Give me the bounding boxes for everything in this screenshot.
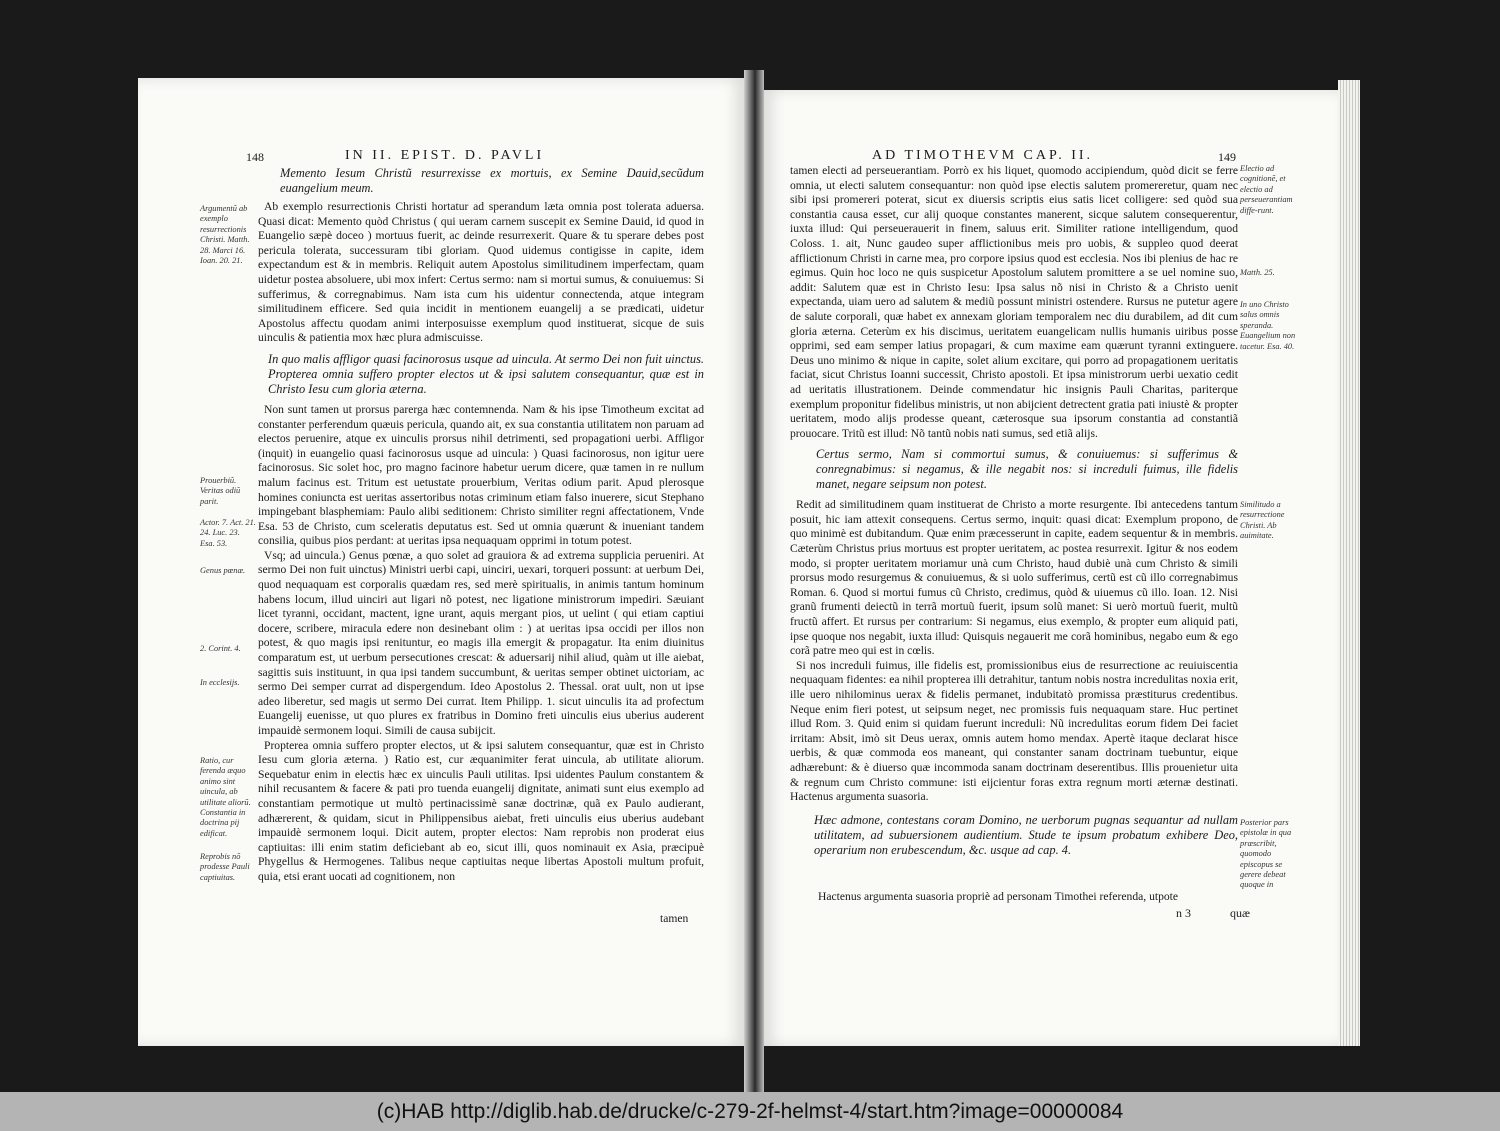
right-margin-note-1: Electio ad cognitionẽ, et electio ad perseuerantiam diffe-runt. [1240, 164, 1293, 215]
right-paragraph-3: Si nos increduli fuimus, ille fidelis est, promissionibus eius de resurrectione ac reuiuiscentia nequaquam fidentes: ea nihil propterea illi detrahitur, tantum nobis nostra incredulitas noxia erit, ille uero nihilominus uerax & fidelis permanet, indubitatò promissa præstiturus credentibus. Neque enim fieri potest, ut seipsum neget, nec promissis fuis nequaquam stare. Huc pertinet illud Rom. 3. Quid enim si quidam fuerunt increduli: Nũ incredulitas eorum fidem Dei faciet irritam: Absit, imò sit Deus uerax, omnis autem homo mendax. Apertè itaque declarat hisce uerbis, & quæ commoda eos maneant, qui constanter sanam doctrinam tuebuntur, eique adhærebunt: & è diuerso quæ incommoda sanam doctrinam deserentibus. Illis prouenietur uita & regnum cum Christo commune: isti eijcientur foras extra regnum morti æternæ destinati. Hactenus argumenta suasoria. [790, 658, 1238, 804]
left-margin-note-7: Ratio, cur ferenda æquo animo sint uincula, ab utilitate aliorũ. [200, 756, 251, 807]
right-text-column [790, 164, 1238, 888]
right-quote-1: Certus sermo, Nam si commortui sumus, & conuiuemus: si sufferimus & conregnabimus: si negamus, & ille negabit nos: si increduli fuimus, ille fidelis manet, negare seipsum non potest. [816, 447, 1238, 492]
left-margin-note-4: Genus pœnæ. [200, 566, 246, 575]
right-page-number: 149 [1218, 150, 1236, 164]
left-margin-note-8: Constantia in doctrina pij edificat. [200, 808, 246, 838]
left-opening-verse: Memento Iesum Christũ resurrexisse ex mortuis, ex Semine Dauid,secũdum euangelium meum. [280, 166, 704, 195]
left-margin-note-5: 2. Corint. 4. [200, 644, 241, 653]
left-paragraph-2: Non sunt tamen ut prorsus parerga hæc contemnenda. Nam & his ipse Timotheum excitat ad constanter perferendum quæuis pericula, quando ait, ex sua constantia utilitatem non paruam ad electos peruenire, atque ex uinculis prorsus nihil detrimenti, sed propagationi uerbi. Affligor (inquit) in euangelio quasi facinorosus usque ad uincula: ) Quasi facinorosus, non igitur uere facinorosus. Sic solet hoc, pro magno facinore habetur uerum dicere, quæ tamen in re nullum malum facinus est. Tritum est uetustate prouerbium, Veritas odium parit. Apud plerosque homines coniuncta est ueritas assertoribus notas criminum etiam falso inuerere, sicut Stephano impingebant blasphemiam: Paulo alibi seditionem: Christo similiter regni affectationem, Vnde Esa. 53 de Christo, cum sceleratis deputatus est. Sed ut omnia quærunt & inueniant tandem consilia, quibus pios perdant: at ueritas ipsa nequaquam opprimi in totum potest. [258, 402, 704, 548]
right-running-head: AD TIMOTHEVM CAP. II. [872, 148, 1094, 163]
right-margin-note-3: In uno Christo salus omnis speranda. Euangelium non tacetur. Esa. 40. [1240, 300, 1296, 351]
left-running-head: IN II. EPIST. D. PAVLI [345, 148, 545, 163]
book-gutter [744, 70, 764, 1092]
left-paragraph-1: Ab exemplo resurrectionis Christi hortatur ad sperandum læta omnia post tolerata aduersa. Quasi dicat: Memento quòd Christus ( qui ueram carnem suscepit ex Semine Dauid, id quod in Euangelio sæpè doceo ) mortuus fuerit, ac deinde resurrexerit. Quare & tu sperare debes post pericula tolerata, successuram tibi gloriam. Quod uidemus contigisse in capite, idem expectandum est & in membris. Reliquit autem Apostolus similitudinem imperfectam, quam uidetur postea absoluere, ubi mox infert: Certus sermo: nam si mortui sumus, & conuiuemus: Si sufferimus, & corregnabimus. Nam ista cum his uidentur connectenda, atque integram similitudinem efficere. Sed quia incidit in mentionem euangelij a se prædicati, uidetur Apostolus affectu quodam animi interposuisse exemplum quod instituerat, sicque de suis uinculis & patientia mox hæc plura admiscuisse. [258, 200, 704, 345]
left-page-number: 148 [246, 150, 264, 164]
footer-url-text: (c)HAB http://diglib.hab.de/drucke/c-279-2f-helmst-4/start.htm?image=00000084 [376, 1099, 1124, 1123]
right-margin-note-2: Matth. 25. [1240, 268, 1275, 277]
left-margin-note-1: Argumentũ ab exemplo resurrectionis Christi. Matth. 28. Marci 16. Ioan. 20. 21. [200, 204, 250, 266]
right-margin-note-5: Posterior pars epistolæ in qua præscribit, quomodo episcopus se gerere debeat quoque in [1240, 818, 1292, 890]
left-quote-1: In quo malis affligor quasi facinorosus usque ad uincula. At sermo Dei non fuit uinctus. Propterea omnia suffero propter electos ut & ipsi salutem consequantur, quæ est in Christo Iesu cum gloria æterna. [268, 351, 704, 396]
left-margin-note-9: Reprobis nõ prodesse Pauli captiuitas. [200, 852, 250, 882]
left-margin-note-2: Prouerbiũ. Veritas odiũ parit. [200, 476, 241, 506]
right-quote-2: Hæc admone, contestans coram Domino, ne uerborum pugnas sequantur ad nullam utilitatem, ad subuersionem audientium. Stude te ipsum probatum exhibere Deo, operarium non erubescendum, &c. usque ad cap. 4. [814, 812, 1238, 857]
copyright-footer [0, 1092, 1500, 1131]
left-paragraph-4: Propterea omnia suffero propter electos, ut & ipsi salutem consequantur, quæ est in Christo Iesu cum gloria æterna. ) Ratio est, cur æquanimiter ferat uincula, ab utilitate aliorum. Sequebatur enim in electis hæc ex uinculis Pauli utilitas. Ipsi uidentes Paulum constantem & nihil recusantem & facere & pati pro tuenda euangelij dignitate, animati sunt eius exemplo ad constantiam permotique ut multò pertinacissimè sanæ doctrinæ, quã ex Paulo audierant, adhærerent, & quidam, sicut in Philippensibus aiebat, freti uinculis eius uberius audebant impauidè sermonem loqui. Dicit autem, propter electos: Nam reprobis non proderat eius captiuitas: illi enim statim deficiebant ab eo, sicut illi, quos nominauit ex Asia, præcipuè Phygellus & Hermogenes. Talibus neque captiuitas neque libertas Apostoli multum profuit, quia, etsi erant uocati ad cognitionem, non [258, 738, 704, 883]
right-paragraph-2: Redit ad similitudinem quam instituerat de Christo a morte resurgente. Ibi antecedens tantum posuit, hic iam attexit consequens. Certus sermo, inquit: quasi dicat: Exemplum propono, de quo minimè est dubitandum. Quæ enim præcesserunt in capite, eadem sequentur & in membris. Cæterùm Christus prius mortuus est propter ueritatem, ac postea resurrexit. Igitur & nos eodem modo, si propter ueritatem moriamur unà cum Christo, haud dubiè unà cum Christo & simili prorsus modo resurgemus & conuiuemus, & si uolo sufferimus, certũ est cũ illo corregnabimus Roman. 6. Quod si mortui fumus cũ Christo, credimus, quòd & uiuemus cũ illo. Ioan. 12. Nisi granũ frumenti deiectũ in terrã mortuũ fuerit, ipsum solũ manet: Si uerò mortuũ fuerit, multũ fructũ affert. Et rursus per contrarium: Si negamus, eius exemplo, & propter eum aliquid pati, ipse quoque nos negabit, iuxta illud: Quisquis negauerit me corã hominibus, negabo eum & ego corã patre meo qui est in cœlis. [790, 498, 1238, 658]
page-edges [1338, 80, 1360, 1046]
right-paragraph-1: tamen electi ad perseuerantiam. Porrò ex his liquet, quomodo accipiendum, quòd dicit se ferre omnia, ut electi salutem consequantur: non quòd ipse electis salutem promereretur, quam nec sibi ipsi promereri poterat, sicut ex diuersis scriptis eius satis licet colligere: sed quòd sua constantia causa esset, cur alij quoque constantes manerent, sicque salutem consequerentur, iuxta illud: Qui perseuerauerit in finem, saluus erit. Similiter ratione intelligendum, quod Coloss. 1. ait, Nunc gaudeo super afflictionibus meis pro uobis, & suppleo quod deerat afflictionum Christi in carne mea, pro corpore ipsius quod est ecclesia. Nos ibi plenius de hac re egimus. Quin hoc loco ne quis suspicetur Apostolum salutem promittere a se uel nomine suo, addit: Salutem quæ est in Christo Iesu: Ipsa salus nõ nisi in Christo & a Christo uenit expectanda, uiam uero ad salutem & mediũ possunt ministri ostendere. Rursus ne putetur agere de salute corporali, quæ habet ex annexam gloriam temporalem nec diu durabilem, ad dit cum gloria æterna. Ceterùm ex his discimus, ueritatem euangelicam nullis humanis uiribus posse opprimi, sed eam semper latius propagari, & cum maxime eam quærunt tyranni extinguere. Deus uno minimo & nique in capite, solet alium excitare, qui porro ad propagationem ueritatis faciat, sicut Christus Ioanni successit, Christo apostoli. Et ipsa ministrorum uerbi uexatio cedit ad ueritatis illustrationem. Deinde commendatur hic insignis Pauli Charitas, pariterque exemplum proponitur fidelibus ministris, ut non abijcient detrectent gratia pati iniustè & propter ueritatem, modo alijs prodesse queant, cæterosque sua ipsorum constantia ad constantiã prouocare. Tritũ est illud: Nõ tantũ nobis nati sumus, sed etiã alijs. [790, 164, 1238, 440]
left-margin-note-3: Actor. 7. Act. 21. 24. Luc. 23. Esa. 53. [200, 518, 256, 548]
signature-mark: n 3 [1176, 906, 1191, 920]
right-catchword: quæ [1230, 906, 1251, 920]
left-margin-note-6: In ecclesijs. [200, 678, 240, 687]
left-paragraph-3: Vsq; ad uincula.) Genus pœnæ, a quo solet ad grauiora & ad extrema supplicia perueniri. At sermo Dei non fuit uinctus) Ministri uerbi capi, uinciri, uexari, torqueri possunt: at uerbum Dei, quod nequaquam est corporalis quædam res, sed merè spiritualis, in animis tantum hominum habens locum, illud uinciri aut ligari nõ potest, nec ligatione ministrorum impediri. Sæuiant licet tyranni, occidant, mactent, igne urant, aquis mergant pios, ut uelint ( qui etiam captiui docere, scribere, miracula edere non desinebant olim : ) at ueritas ipsa occidi per illos non potest, & quo magis ipsi renituntur, eo magis illa emergit & propagatur. Ita enim diuinitus comparatum est, ut uerbum persecutiones crescat: & aduersarij nihil aliud, quàm ut ille aiebat, sagittis suis instituunt, in qua ipsi tandem succumbunt, & ueritas semper obtinet uictoriam, ac sermo Dei semper currat ad dispergendum. Ideo Apostolus 2. Thessal. orat uult, non ut ipse adeo liberetur, sed magis ut sermo Dei currat. Item Philipp. 1. sicut uinculis ita ad profectum Euangelij euenisse, ut quo plures ex fratribus in Domino freti uinculis eius uberius auderent impauidè sermonem loqui. Simili de causa subijcit. [258, 548, 704, 737]
left-text-column [258, 166, 704, 1034]
right-last-line: Hactenus argumenta suasoria propriè ad personam Timothei referenda, utpote [818, 890, 1179, 903]
left-catchword: tamen [660, 912, 689, 925]
right-margin-note-4: Similitudo a resurrectione Christi. Ab auimitate. [1240, 500, 1285, 541]
